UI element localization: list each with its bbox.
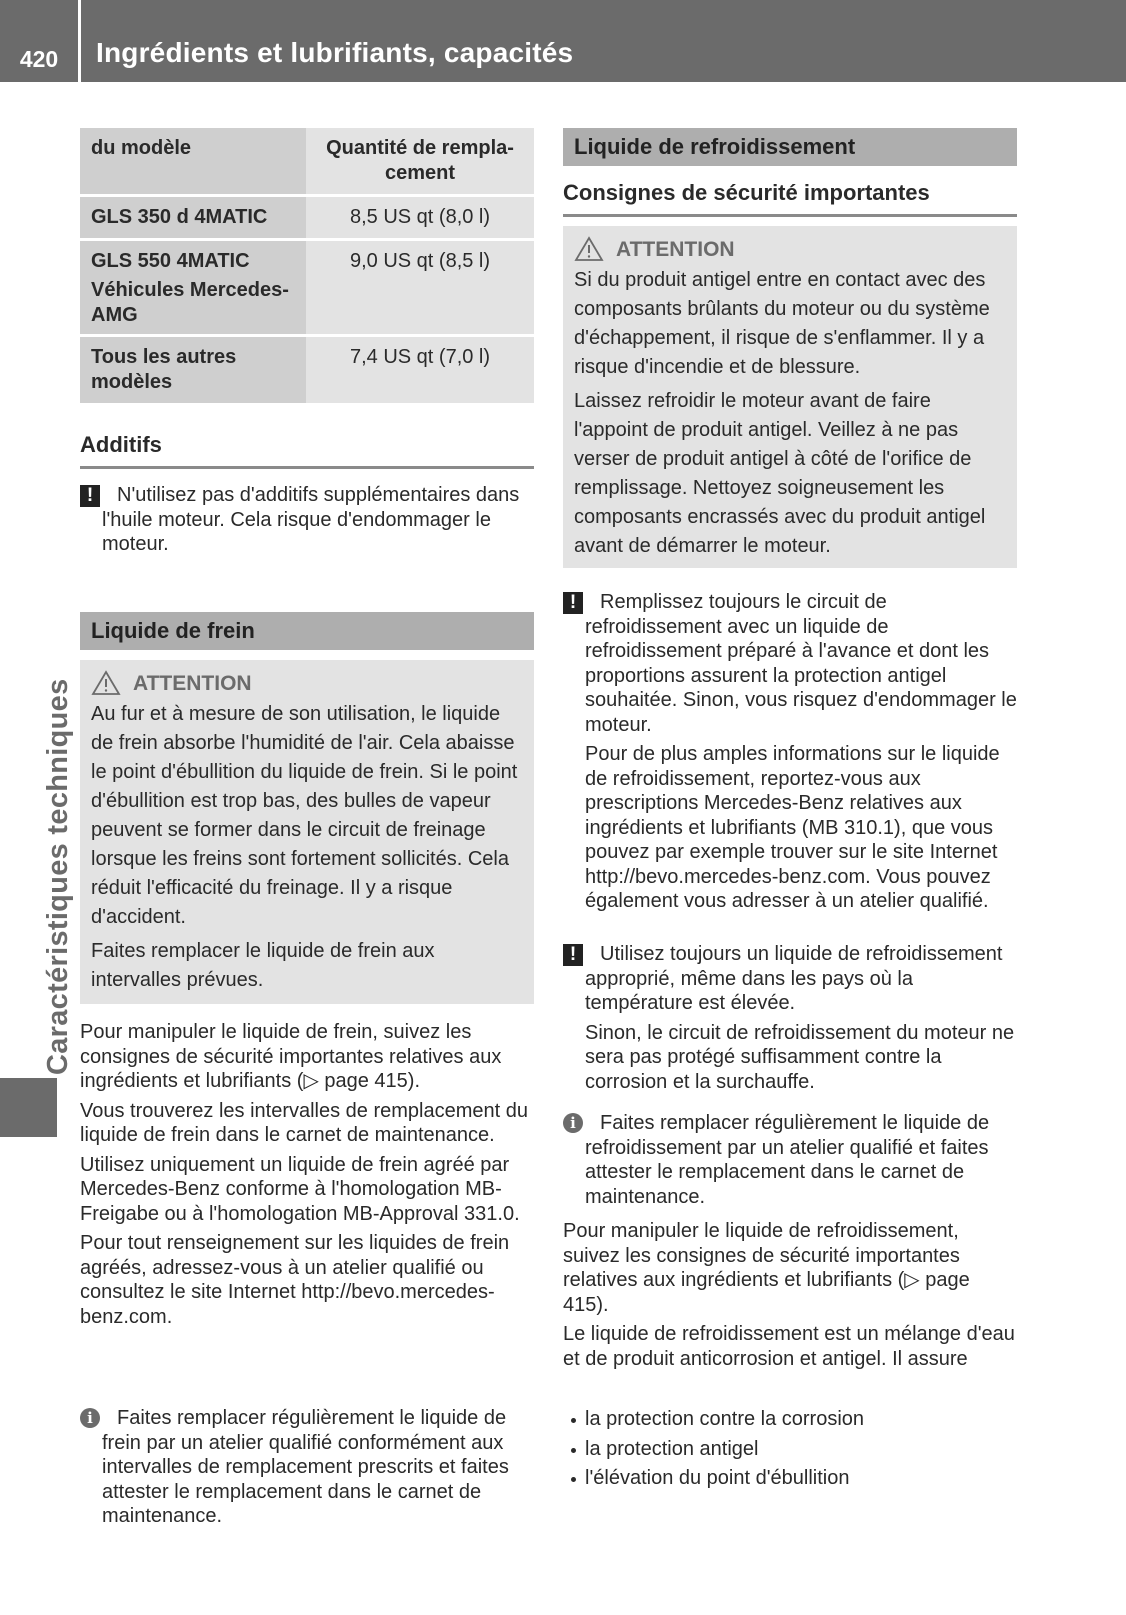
table-row	[80, 240, 534, 336]
table-cell-quantity: 8,5 US qt (8,0 l)	[306, 196, 534, 240]
table-cell-quantity: 9,0 US qt (8,5 l)	[306, 240, 534, 336]
table-header-model: du modèle	[80, 128, 306, 196]
info-icon: i	[80, 1408, 100, 1428]
paragraph: Pour tout renseignement sur les liquides de frein agréés, adressez-vous à un atelier qualifié ou consultez le site Internet http://bevo.mercedes-benz.com.	[80, 1232, 510, 1328]
section-heading-safety: Consignes de sécurité importantes	[563, 180, 1017, 217]
exclamation-icon: !	[80, 485, 100, 507]
list-item: la protection contre la corrosion	[563, 1405, 1019, 1435]
page-title: Ingrédients et lubrifiants, capacités	[96, 37, 574, 68]
warning-triangle-icon	[91, 670, 121, 696]
paragraph: Pour manipuler le liquide de refroidissement, suivez les consignes de sécurité importantes relatives aux ingrédients et lubrifiants (▷ page 415).	[563, 1220, 970, 1316]
note-text: Pour de plus amples informations sur le liquide de refroidissement, reportez-vous aux prescriptions Mercedes-Benz relatives aux ingrédients et lubrifiants (MB 310.1), que vous pouvez par exemple trouver sur le site Internet http://bevo.mercedes-benz.com. Vous pouvez également vous adresser à un atelier qualifié.	[585, 743, 1000, 912]
warning-paragraph: Si du produit antigel entre en contact avec des composants brûlants du moteur ou du système d'échappement, il risque de s'enflammer. Il y a risque d'incendie et de blessure.	[574, 269, 990, 378]
note-text: Remplissez toujours le circuit de refroidissement avec un liquide de refroidissement préparé à l'avance et dont les proportions assurent la protection antigel souhaitée. Sinon, vous risquez d'endommager le moteur.	[585, 591, 1017, 736]
side-tab-marker	[0, 1078, 57, 1137]
side-tab-label: Caractéristiques techniques	[42, 678, 74, 1075]
note-text: Faites remplacer régulièrement le liquide de refroidissement par un atelier qualifié et faites attester le remplacement dans le carnet de maintenance.	[585, 1112, 990, 1208]
note-coolant-fill	[563, 590, 1019, 919]
header-divider	[78, 0, 81, 84]
warning-label: ATTENTION	[616, 237, 735, 261]
warning-header	[91, 668, 523, 698]
note-text: Sinon, le circuit de refroidissement du moteur ne sera pas protégé suffisamment contre la corrosion et la surchauffe.	[585, 1021, 1015, 1093]
table-row	[80, 336, 534, 404]
paragraph: Vous trouverez les intervalles de remplacement du liquide de frein dans le carnet de maintenance.	[80, 1099, 529, 1146]
paragraph: Pour manipuler le liquide de frein, suivez les consignes de sécurité importantes relatives aux ingrédients et lubrifiants (▷ page 415).	[80, 1021, 502, 1092]
header-line: cement	[384, 162, 456, 184]
note-coolant-appropriate	[563, 942, 1019, 1099]
coolant-benefits-list	[563, 1405, 1019, 1494]
warning-triangle-icon	[574, 236, 604, 262]
warning-header	[574, 234, 1006, 264]
warning-paragraph: Laissez refroidir le moteur avant de faire l'appoint de produit antigel. Veillez à ne pas verser de produit antigel à côté de l'orifice de remplissage. Nettoyez soigneusement les composants encrassés avec du produit antigel avant de démarrer le moteur.	[574, 390, 986, 557]
section-bar-coolant: Liquide de refroidissement	[563, 128, 1017, 166]
note-text: Utilisez toujours un liquide de refroidissement approprié, même dans les pays où la température est élevée.	[585, 943, 1003, 1014]
exclamation-icon: !	[563, 944, 583, 966]
table-header-row	[80, 128, 534, 196]
note-text: N'utilisez pas d'additifs supplémentaires dans l'huile moteur. Cela risque d'endommager le moteur.	[102, 484, 520, 555]
list-item: l'élévation du point d'ébullition	[563, 1464, 1019, 1494]
warning-label: ATTENTION	[133, 671, 252, 695]
note-additifs	[80, 483, 520, 562]
capacity-table	[80, 128, 534, 403]
info-note-coolant	[563, 1111, 1019, 1214]
warning-box-coolant	[563, 226, 1017, 568]
table-cell-model: GLS 350 d 4MATIC	[80, 196, 306, 240]
page-header	[0, 0, 1126, 82]
page-number: 420	[19, 46, 59, 72]
warning-box-brake-fluid	[80, 660, 534, 1004]
table-cell-model: Tous les autres modèles	[80, 336, 306, 404]
table-cell-quantity: 7,4 US qt (7,0 l)	[306, 336, 534, 404]
brake-fluid-text	[80, 1020, 536, 1334]
table-row	[80, 196, 534, 240]
list-item: la protection antigel	[563, 1435, 1019, 1465]
exclamation-icon: !	[563, 592, 583, 614]
table-cell-model	[80, 240, 306, 336]
side-tab	[0, 660, 74, 1075]
info-icon: i	[563, 1113, 583, 1133]
coolant-text	[563, 1219, 1019, 1376]
warning-paragraph: Au fur et à mesure de son utilisation, le liquide de frein absorbe l'humidité de l'air. Cela abaisse le point d'ébullition du liquide de frein. Si le point d'ébullition est trop bas, des bulles de vapeur peuvent se former dans le circuit de freinage lorsque les freins sont fortement sollicités. Cela réduit l'efficacité du freinage. Il y a risque d'accident.	[91, 703, 518, 928]
model-name: GLS 550 4MATIC	[91, 250, 250, 272]
model-name-extra: Véhicules Mercedes-AMG	[91, 279, 289, 326]
info-note-brake-fluid	[80, 1406, 536, 1534]
table-header-quantity	[306, 128, 534, 196]
paragraph: Le liquide de refroidissement est un mélange d'eau et de produit anticorrosion et antigel. Il assure	[563, 1323, 1015, 1370]
note-text: Faites remplacer régulièrement le liquide de frein par un atelier qualifié conformément aux intervalles de remplacement prescrits et faites attester le remplacement dans le carnet de maintenance.	[102, 1407, 509, 1527]
warning-paragraph: Faites remplacer le liquide de frein aux intervalles prévues.	[91, 940, 435, 991]
section-heading-additifs: Additifs	[80, 432, 534, 469]
paragraph: Utilisez uniquement un liquide de frein agréé par Mercedes-Benz conforme à l'homologation MB-Freigabe ou à l'homologation MB-Approval 331.0.	[80, 1153, 520, 1225]
header-line: Quantité de rempla-	[326, 137, 514, 159]
section-bar-brake-fluid: Liquide de frein	[80, 612, 534, 650]
